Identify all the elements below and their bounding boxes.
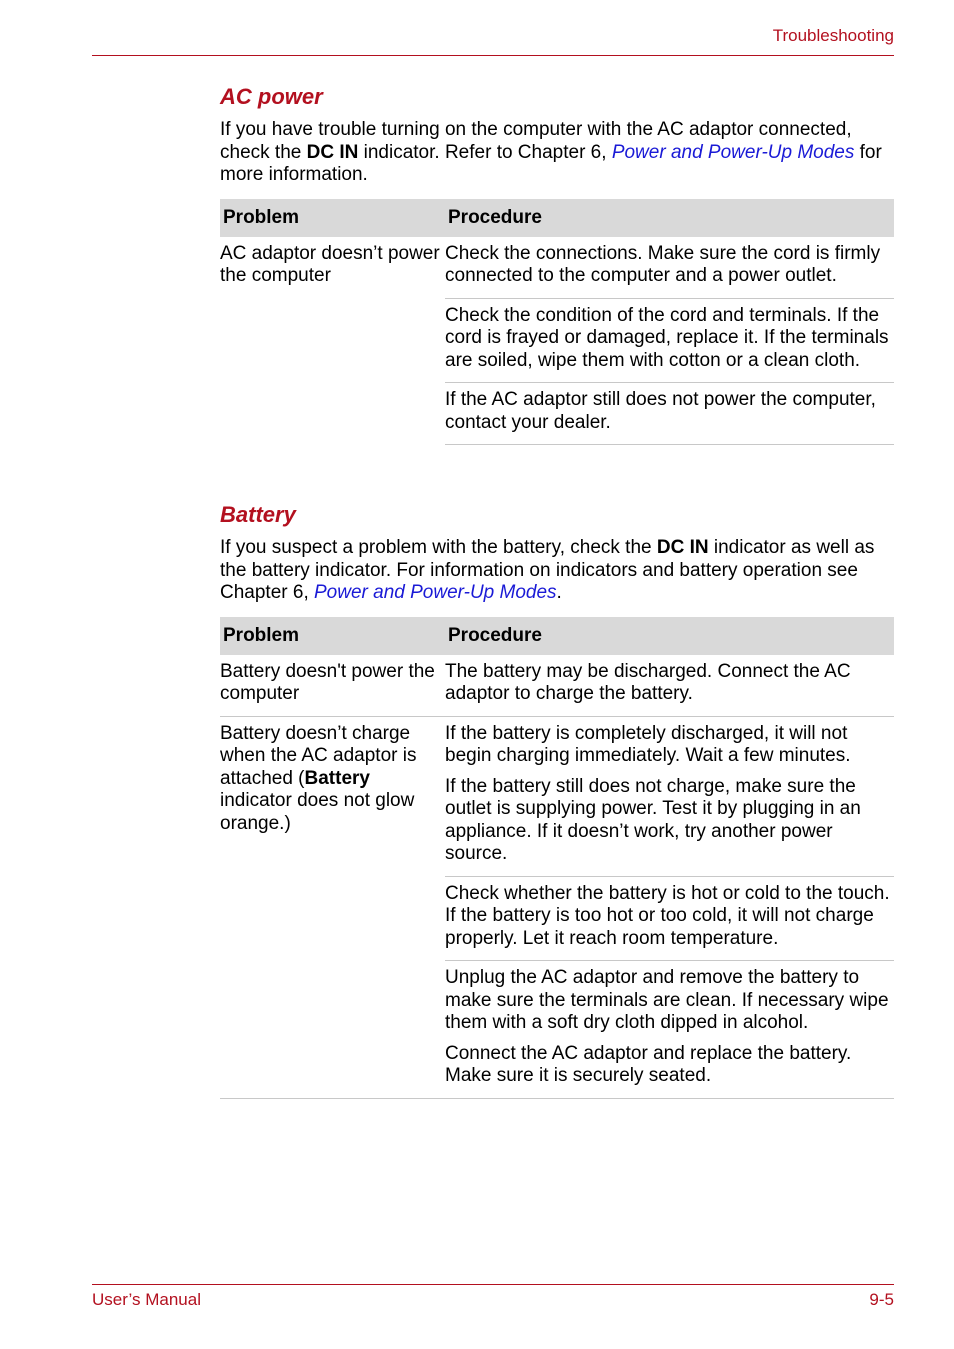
intro-text: If you suspect a problem with the battery, check the	[220, 537, 657, 558]
table-row	[220, 655, 894, 717]
intro-text: .	[556, 582, 562, 603]
footer-manual-title: User’s Manual	[92, 1290, 201, 1309]
problem-text: indicator does not glow orange.)	[220, 790, 415, 834]
problem-cell: Battery doesn't power the computer	[220, 660, 435, 704]
problem-text: Battery doesn’t charge when the AC adaptor is attached (	[220, 722, 417, 789]
footer-divider	[92, 1284, 894, 1285]
intro-text: for more information.	[220, 141, 882, 185]
battery-heading: Battery	[220, 502, 296, 527]
ac-power-section	[220, 83, 894, 445]
procedure-paragraph: Connect the AC adaptor and replace the battery. Make sure it is securely seated.	[445, 1042, 852, 1086]
table-header-row	[220, 617, 894, 655]
procedure-cell: The battery may be discharged. Connect the AC adaptor to charge the battery.	[445, 660, 851, 704]
chapter-link[interactable]: Power and Power-Up Modes	[611, 141, 855, 163]
dc-in-label: DC IN	[306, 141, 359, 163]
battery-table	[220, 617, 894, 1099]
col-header-problem: Problem	[220, 199, 445, 237]
chapter-link[interactable]: Power and Power-Up Modes	[314, 582, 557, 603]
ac-power-table	[220, 199, 894, 446]
ac-power-heading: AC power	[220, 84, 323, 109]
intro-text: indicator. Refer to Chapter 6,	[358, 141, 612, 163]
col-header-procedure: Procedure	[445, 199, 894, 237]
intro-text: If you have trouble turning on the computer with the AC adaptor connected, check the	[220, 119, 852, 163]
table-header-row	[220, 199, 894, 237]
col-header-problem: Problem	[220, 617, 445, 655]
table-row	[220, 716, 894, 1098]
header-divider	[92, 55, 894, 56]
ac-power-intro	[220, 119, 894, 187]
battery-indicator-label: Battery	[304, 767, 370, 789]
procedure-cell: Check the connections. Make sure the cord is firmly connected to the computer and a power outlet.	[445, 237, 894, 299]
dc-in-label: DC IN	[656, 537, 709, 558]
procedure-paragraph: Unplug the AC adaptor and remove the battery to make sure the terminals are clean. If necessary wipe them with a soft dry cloth dipped in alcohol.	[445, 967, 889, 1033]
battery-section	[220, 501, 894, 1099]
procedure-cell: If the AC adaptor still does not power the computer, contact your dealer.	[445, 383, 894, 445]
problem-cell	[220, 717, 445, 846]
procedure-cell: Check whether the battery is hot or cold to the touch. If the battery is too hot or too cold, it will not charge properly. Let it reach room temperature.	[445, 877, 894, 962]
table-row	[220, 237, 894, 446]
page-number: 9-5	[869, 1290, 894, 1309]
procedure-paragraph: If the battery is completely discharged, it will not begin charging immediately. Wait a few minutes.	[445, 722, 851, 766]
procedure-cell	[445, 717, 894, 877]
intro-text: indicator as well as the battery indicator. For information on indicators and battery operation see Chapter 6,	[220, 537, 875, 603]
procedure-paragraph: If the battery still does not charge, make sure the outlet is supplying power. Test it by plugging in an appliance. If it doesn’t work, try another power source.	[445, 775, 861, 864]
procedure-cell	[445, 961, 894, 1098]
battery-intro	[220, 537, 894, 605]
problem-cell: AC adaptor doesn’t power the computer	[220, 242, 440, 286]
col-header-procedure: Procedure	[445, 617, 894, 655]
running-header: Troubleshooting	[772, 26, 894, 45]
procedure-cell: Check the condition of the cord and terminals. If the cord is frayed or damaged, replace it. If the terminals are soiled, wipe them with cotton or a clean cloth.	[445, 299, 894, 384]
